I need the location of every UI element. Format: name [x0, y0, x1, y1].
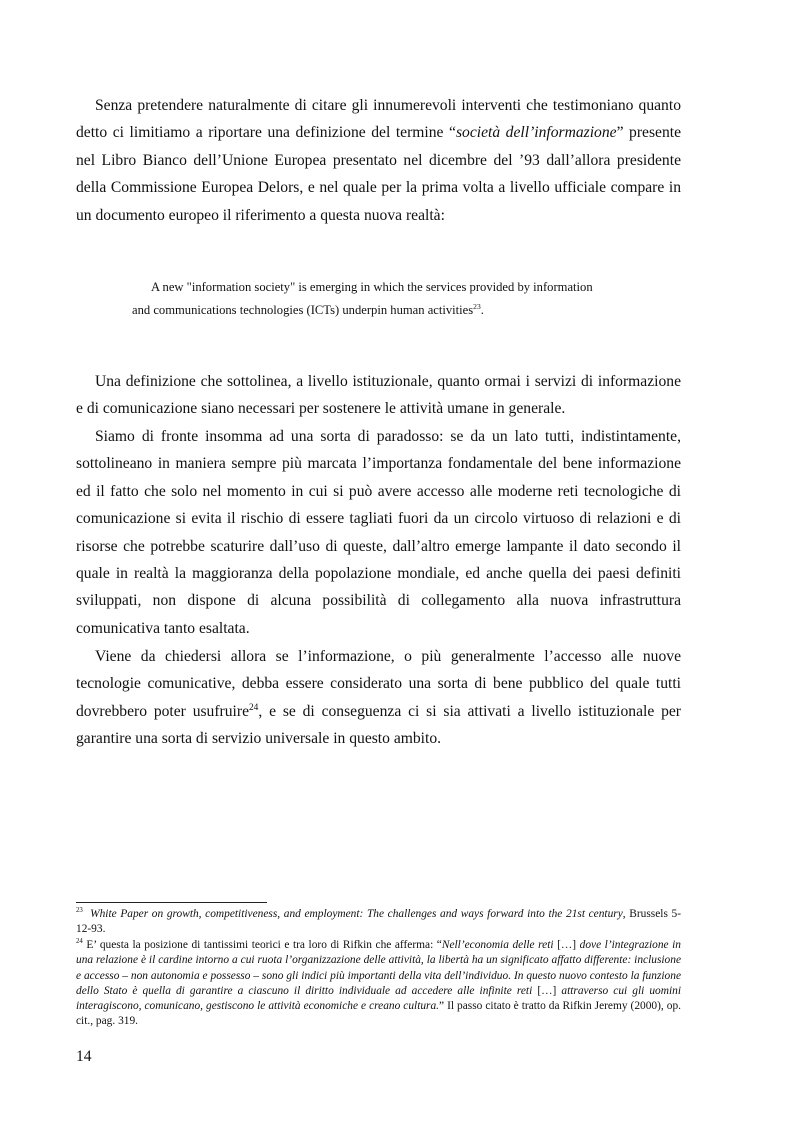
page-number: 14	[76, 1048, 92, 1065]
block-quote	[132, 276, 632, 322]
footnote-ref-23: 23	[473, 301, 481, 311]
quote-line-2: and communications technologies (ICTs) underpin human activities$^{23}$.	[132, 301, 484, 317]
footnote-23: $^{23}$ White Paper on growth, competitiveness, and employment: The challenges and ways forward into the 21st century, Brussels 5-12-93.	[76, 907, 681, 936]
paragraph-question: Viene da chiedersi allora se l’informazione, o più generalmente l’accesso alle nuove tecnologie comunicative, debba essere considerato una sorta di bene pubblico del quale tutti dovrebbero poter usufruire$^{24}$, e se di conseguenza ci si sia attivati a livello istituzionale per garantire una sorta di servizio universale in questo ambito.	[76, 648, 682, 748]
paragraph-definition: Una definizione che sottolinea, a livello istituzionale, quanto ormai i servizi di informazione e di comunicazione siano necessari per sostenere le attività umane in generale.	[76, 373, 681, 418]
paragraph-paradox: Siamo di fronte insomma ad una sorta di paradosso: se da un lato tutti, indistintamente, sottolineano in maniera sempre più marcata l’importanza fondamentale del bene informazione ed il fatto che solo nel momento in cui si può avere accesso alle moderne reti tecnologiche di comunicazione si evita il rischio di essere tagliati fuori da un circolo virtuoso di relazioni e di risorse che potrebbe scaturire dall’uso di queste, dall’altro emerge lampante il dato secondo il quale in realtà la maggioranza della popolazione mondiale, ed anche quella dei paesi definiti sviluppati, non dispone di alcuna possibilità di collegamento alla nuova infrastruttura comunicativa tanto esaltata.	[76, 428, 681, 637]
quote-line-1: A new "information society" is emerging in which the services provided by information	[151, 280, 593, 294]
footnote-ref-24: 24	[249, 702, 259, 713]
paragraph-intro: Senza pretendere naturalmente di citare gli innumerevoli interventi che testimoniano quanto detto ci limitiamo a riportare una definizione del termine “società dell’informazione” presente nel Libro Bianco dell’Unione Europea presentato nel dicembre del ’93 dall’allora presidente della Commissione Europea Delors, e nel quale per la prima volta a livello ufficiale compare in un documento europeo il riferimento a questa nuova realtà:	[76, 97, 681, 224]
footnote-divider	[76, 902, 267, 903]
footnote-24: $^{24}$ E’ questa la posizione di tantissimi teorici e tra loro di Rifkin che afferma: “Nell’economia delle reti […] dove l’integrazione in una relazione è il cardine intorno a cui ruota l’organizzazione delle attività, la libertà ha un significato affatto differente: inclusione e accesso – non autonomia e possesso – sono gli indici più importanti della vita dell’individuo. In questo nuovo contesto la funzione dello Stato è quella di garantire a ciascuno il diritto individuale ad accedere alle infinite reti […] attraverso cui gli uomini interagiscono, comunicano, gestiscono le attività economiche e creano cultura.” Il passo citato è tratto da Rifkin Jeremy (2000), op. cit., pag. 319.	[76, 938, 682, 1028]
term-italic: società dell’informazione	[455, 124, 617, 142]
